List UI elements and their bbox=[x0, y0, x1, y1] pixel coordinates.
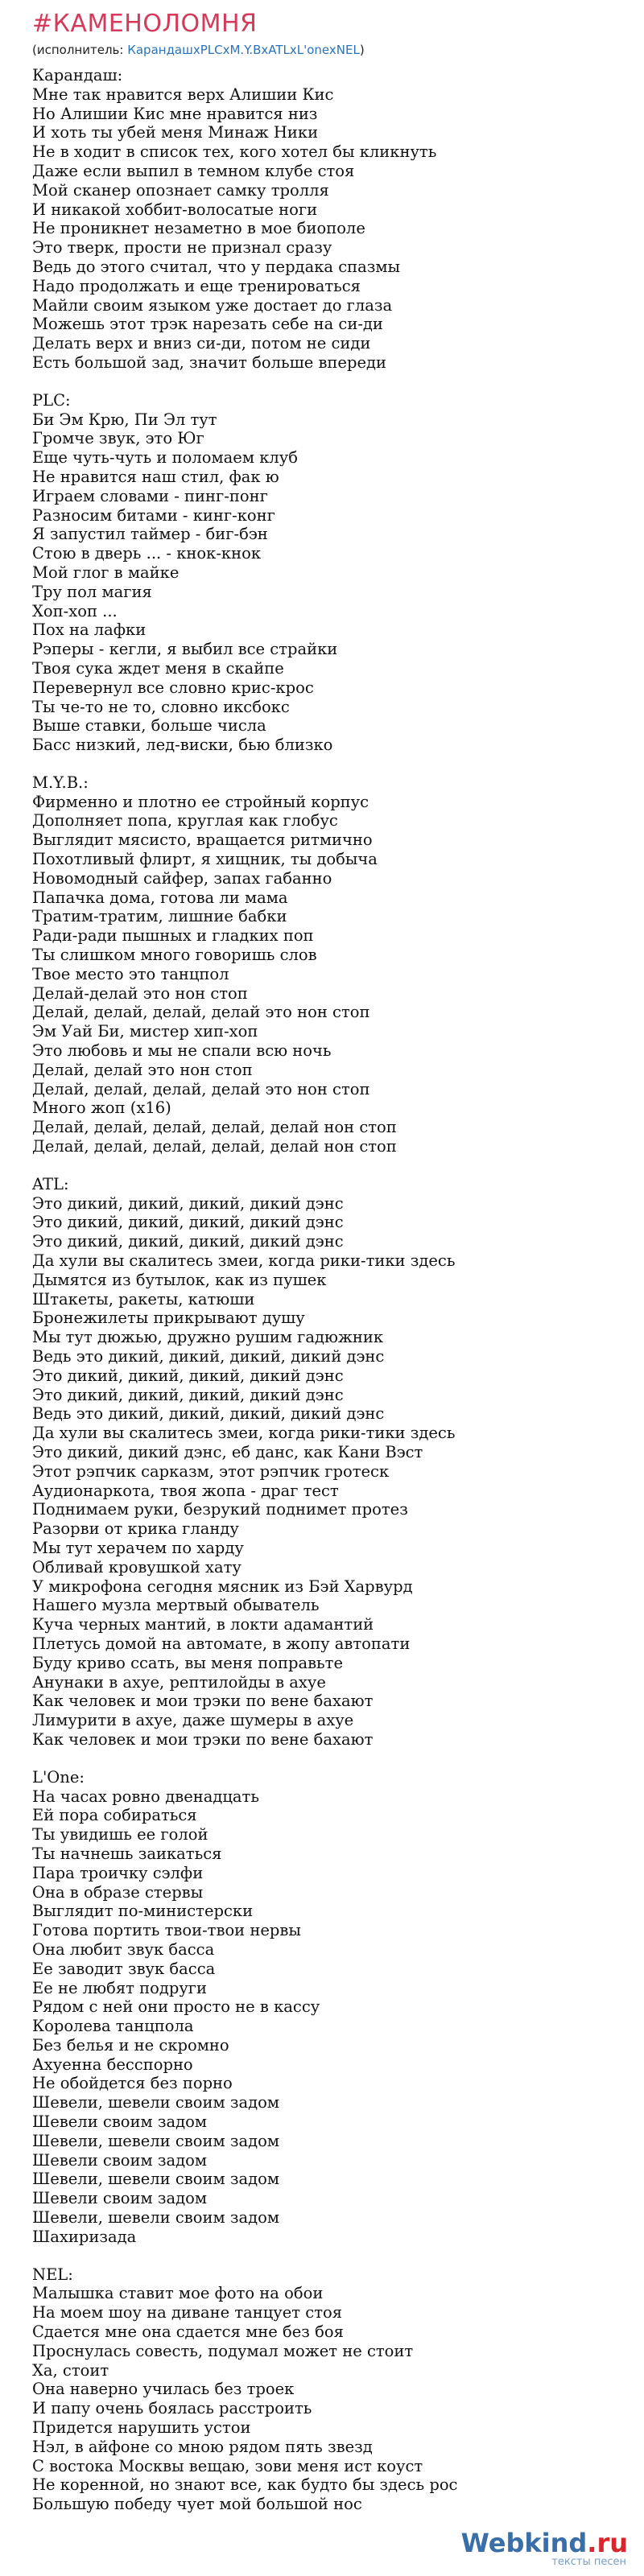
lyric-line: Дополняет попа, круглая как глобус bbox=[32, 811, 338, 831]
lyric-line: Басс низкий, лед-виски, бью близко bbox=[32, 736, 333, 755]
lyric-line: Громче звук, это Юг bbox=[32, 429, 204, 448]
lyric-line: Это дикий, дикий, дикий, дикий дэнс bbox=[32, 1193, 344, 1213]
lyric-line: И хоть ты убей меня Минаж Ники bbox=[32, 123, 319, 142]
lyric-line: Майли своим языком уже достает до глаза bbox=[32, 295, 393, 315]
lyrics-body bbox=[32, 66, 612, 2533]
lyric-line: Ее заводит звук басса bbox=[32, 1959, 216, 1978]
lyric-line: Ведь это дикий, дикий, дикий, дикий дэнс bbox=[32, 1347, 385, 1366]
lyric-line: Буду криво ссать, вы меня поправьте bbox=[32, 1653, 344, 1672]
lyric-line: Выше ставки, больше числа bbox=[32, 716, 266, 736]
lyric-line: Перевернул все словно крис-крос bbox=[32, 678, 314, 697]
lyric-line: Придется нарушить устои bbox=[32, 2418, 251, 2438]
lyric-line: Делай, делай, делай, делай, делай нон стоп bbox=[32, 1137, 397, 1156]
lyric-line: Ей пора собираться bbox=[32, 1806, 197, 1825]
lyric-line: Шевели, шевели своим задом bbox=[32, 2131, 280, 2150]
lyric-line: Ведь до этого считал, что у пердака спазмы bbox=[32, 257, 401, 276]
lyric-line: Пара троичку сэлфи bbox=[32, 1863, 204, 1882]
lyric-line: Похотливый флирт, я хищник, ты добыча bbox=[32, 850, 378, 869]
stanza bbox=[32, 66, 612, 373]
logo-wordmark bbox=[461, 2529, 628, 2557]
lyric-line: Рядом с ней они просто не в кассу bbox=[32, 1997, 320, 2017]
lyric-line: Ты начнешь заикаться bbox=[32, 1844, 222, 1863]
lyric-line: Это дикий, дикий дэнс, еб данс, как Кани Вэст bbox=[32, 1442, 423, 1461]
lyric-line: Шахиризада bbox=[32, 2227, 137, 2246]
lyric-line: Она любит звук басса bbox=[32, 1939, 215, 1959]
lyric-line: Мы тут херачем по харду bbox=[32, 1538, 244, 1557]
lyric-line: Хоп-хоп ... bbox=[32, 601, 118, 620]
lyric-line: Твое место это танцпол bbox=[32, 964, 229, 983]
lyric-line: Много жоп (x16) bbox=[32, 1098, 171, 1118]
lyric-line: Не коренной, но знают все, как будто бы здесь рос bbox=[32, 2475, 458, 2495]
lyric-line: Делай-делай это нон стоп bbox=[32, 983, 248, 1003]
lyric-line: Эм Уай Би, мистер хип-хоп bbox=[32, 1022, 258, 1041]
lyric-line: Разносим битами - кинг-конг bbox=[32, 505, 275, 525]
lyric-line: Но Алишии Кис мне нравится низ bbox=[32, 104, 318, 123]
lyric-line: Делай, делай, делай, делай это нон стоп bbox=[32, 1003, 370, 1022]
lyric-line: Ахуенна бесспорно bbox=[32, 2055, 193, 2074]
lyric-line: Еще чуть-чуть и поломаем клуб bbox=[32, 448, 298, 468]
lyric-line: Тратим-тратим, лишние бабки bbox=[32, 907, 287, 926]
lyric-line: Разорви от крика гланду bbox=[32, 1519, 239, 1539]
lyric-line: Твоя сука ждет меня в скайпе bbox=[32, 658, 284, 678]
lyric-line: Ты че-то не то, словно иксбокс bbox=[32, 697, 290, 716]
lyric-line: И папу очень боялась расстроить bbox=[32, 2399, 312, 2418]
logo-tld: .ru bbox=[587, 2528, 628, 2558]
logo-main-text: Webkind bbox=[460, 2528, 588, 2558]
lyric-line: На часах ровно двенадцать bbox=[32, 1787, 259, 1806]
lyric-line: Нэл, в айфоне со мною рядом пять звезд bbox=[32, 2437, 373, 2456]
lyric-line: Не в ходит в список тех, кого хотел бы кликнуть bbox=[32, 142, 437, 162]
stanza-performer: NEL: bbox=[32, 2265, 73, 2284]
lyric-line: Шевели, шевели своим задом bbox=[32, 2170, 280, 2189]
performer-line bbox=[32, 42, 365, 58]
stanza-performer: L'One: bbox=[32, 1767, 85, 1787]
lyric-line: Не обойдется без порно bbox=[32, 2074, 233, 2093]
lyric-line: Шевели своим задом bbox=[32, 2189, 208, 2208]
lyric-line: Пох на лафки bbox=[32, 620, 147, 640]
stanza-performer: PLC: bbox=[32, 390, 71, 410]
stanza bbox=[32, 1768, 612, 2247]
lyric-line: Да хули вы скалитесь змеи, когда рики-тики здесь bbox=[32, 1251, 456, 1271]
lyric-line: Делай, делай, делай, делай это нон стоп bbox=[32, 1079, 370, 1098]
lyric-line: Ее не любят подруги bbox=[32, 1978, 208, 1997]
lyric-line: Я запустил таймер - биг-бэн bbox=[32, 525, 268, 544]
lyric-line: Сдается мне она сдается мне без боя bbox=[32, 2323, 344, 2342]
lyric-line: Не нравится наш стил, фак ю bbox=[32, 467, 279, 486]
lyric-line: Делай, делай, делай, делай, делай нон стоп bbox=[32, 1118, 397, 1137]
lyric-line: Нашего музла мертвый обыватель bbox=[32, 1596, 320, 1615]
lyric-line: Есть большой зад, значит больше впереди bbox=[32, 352, 386, 372]
lyric-line: Ты слишком много говоришь слов bbox=[32, 946, 317, 965]
performer-suffix: ) bbox=[359, 43, 365, 57]
lyric-line: Она наверно училась без троек bbox=[32, 2380, 295, 2399]
lyric-line: Ради-ради пышных и гладких поп bbox=[32, 926, 314, 946]
lyric-line: Штакеты, ракеты, катюши bbox=[32, 1289, 255, 1309]
lyric-line: Папачка дома, готова ли мама bbox=[32, 888, 288, 907]
lyric-line: Это тверк, прости не признал сразу bbox=[32, 238, 332, 258]
lyric-line: Как человек и мои трэки по вене бахают bbox=[32, 1692, 374, 1711]
lyric-line: Это дикий, дикий, дикий, дикий дэнс bbox=[32, 1385, 344, 1404]
lyric-line: Поднимаем руки, безрукий поднимет протез bbox=[32, 1500, 408, 1519]
lyric-line: Стою в дверь ... - кнок-кнок bbox=[32, 544, 262, 563]
lyric-line: Да хули вы скалитесь змеи, когда рики-тики здесь bbox=[32, 1424, 456, 1443]
lyric-line: Шевели, шевели своим задом bbox=[32, 2093, 280, 2112]
lyric-line: Тру пол магия bbox=[32, 582, 152, 601]
lyric-line: Это дикий, дикий, дикий, дикий дэнс bbox=[32, 1213, 344, 1232]
lyric-line: Шевели своим задом bbox=[32, 2150, 208, 2170]
lyric-line: Мой глог в майке bbox=[32, 563, 180, 582]
song-header bbox=[32, 6, 365, 58]
lyric-line: Мы тут дюжью, дружно рушим гадюжник bbox=[32, 1328, 384, 1347]
lyric-line: Делай, делай это нон стоп bbox=[32, 1060, 253, 1079]
lyric-line: Это дикий, дикий, дикий, дикий дэнс bbox=[32, 1366, 344, 1385]
lyric-line: Это любовь и мы не спали всю ночь bbox=[32, 1041, 332, 1061]
lyric-line: Дымятся из бутылок, как из пушек bbox=[32, 1270, 327, 1289]
lyric-line: Ты увидишь ее голой bbox=[32, 1825, 208, 1844]
lyric-line: Би Эм Крю, Пи Эл тут bbox=[32, 410, 217, 429]
lyric-line: Шевели, шевели своим задом bbox=[32, 2208, 280, 2228]
site-logo[interactable] bbox=[461, 2529, 628, 2568]
lyric-line: Мне так нравится верх Алишии Кис bbox=[32, 84, 334, 104]
lyric-line: Этот рэпчик сарказм, этот рэпчик гротеск bbox=[32, 1461, 390, 1481]
lyric-line: Фирменно и плотно ее стройный корпус bbox=[32, 792, 369, 811]
stanza bbox=[32, 1175, 612, 1750]
lyric-line: Обливай кровушкой хату bbox=[32, 1557, 242, 1577]
logo-tagline: тексты песен bbox=[551, 2556, 626, 2568]
lyric-line: Плетусь домой на автомате, в жопу автопати bbox=[32, 1634, 411, 1653]
lyric-line: Можешь этот трэк нарезать себе на си-ди bbox=[32, 315, 383, 334]
lyric-line: На моем шоу на диване танцует стоя bbox=[32, 2303, 343, 2323]
lyric-line: Аудионаркота, твоя жопа - драг тест bbox=[32, 1481, 339, 1500]
lyric-line: Как человек и мои трэки по вене бахают bbox=[32, 1729, 374, 1749]
lyric-line: Без белья и не скромно bbox=[32, 2035, 229, 2055]
lyric-line: Малышка ставит мое фото на обои bbox=[32, 2284, 324, 2303]
stanza-performer: M.Y.B.: bbox=[32, 773, 89, 792]
lyric-line: С востока Москвы вещаю, зови меня ист коуст bbox=[32, 2456, 423, 2475]
stanza bbox=[32, 773, 612, 1156]
lyric-line: Выглядит мясисто, вращается ритмично bbox=[32, 831, 373, 850]
lyric-line: У микрофона сегодня мясник из Бэй Харвурд bbox=[32, 1577, 413, 1596]
lyric-line: Мой сканер опознает самку тролля bbox=[32, 180, 329, 200]
lyric-line: Куча черных мантий, в локти адамантий bbox=[32, 1615, 374, 1634]
stanza-performer: ATL: bbox=[32, 1174, 69, 1193]
lyric-line: Ведь это дикий, дикий, дикий, дикий дэнс bbox=[32, 1404, 385, 1424]
stanza bbox=[32, 391, 612, 755]
lyric-line: Делать верх и вниз си-ди, потом не сиди bbox=[32, 334, 371, 353]
stanza bbox=[32, 2265, 612, 2514]
lyric-line: Это дикий, дикий, дикий, дикий дэнс bbox=[32, 1232, 344, 1251]
performer-prefix: (исполнитель: bbox=[32, 43, 128, 57]
lyric-line: Шевели своим задом bbox=[32, 2112, 208, 2132]
lyric-line: Играем словами - пинг-понг bbox=[32, 486, 268, 505]
lyric-line: Готова портить твои-твои нервы bbox=[32, 1921, 301, 1940]
song-title: #КАМЕНОЛОМНЯ bbox=[32, 10, 258, 38]
lyric-line: Ха, стоит bbox=[32, 2360, 109, 2380]
lyric-line: Не проникнет незаметно в мое биополе bbox=[32, 219, 365, 238]
performer-link[interactable]: КарандашxPLCxM.Y.BxATLxL'onexNEL bbox=[127, 43, 360, 57]
lyric-line: И никакой хоббит-волосатые ноги bbox=[32, 200, 318, 219]
lyric-line: Анунаки в ахуе, рептилойды в ахуе bbox=[32, 1672, 326, 1692]
lyric-line: Она в образе стервы bbox=[32, 1882, 204, 1902]
lyric-line: Рэперы - кегли, я выбил все страйки bbox=[32, 640, 338, 659]
stanza-performer: Карандаш: bbox=[32, 66, 123, 84]
lyric-line: Бронежилеты прикрывают душу bbox=[32, 1309, 305, 1328]
lyric-line: Проснулась совесть, подумал может не стоит bbox=[32, 2341, 414, 2360]
lyric-line: Даже если выпил в темном клубе стоя bbox=[32, 161, 355, 180]
lyric-line: Надо продолжать и еще тренироваться bbox=[32, 276, 361, 295]
lyric-line: Большую победу чует мой большой нос bbox=[32, 2495, 362, 2514]
lyric-line: Лимурити в ахуе, даже шумеры в ахуе bbox=[32, 1711, 354, 1730]
lyric-line: Новомодный сайфер, запах габанно bbox=[32, 868, 332, 888]
lyric-line: Выглядит по-министерски bbox=[32, 1902, 254, 1921]
lyric-line: Королева танцпола bbox=[32, 2017, 194, 2036]
